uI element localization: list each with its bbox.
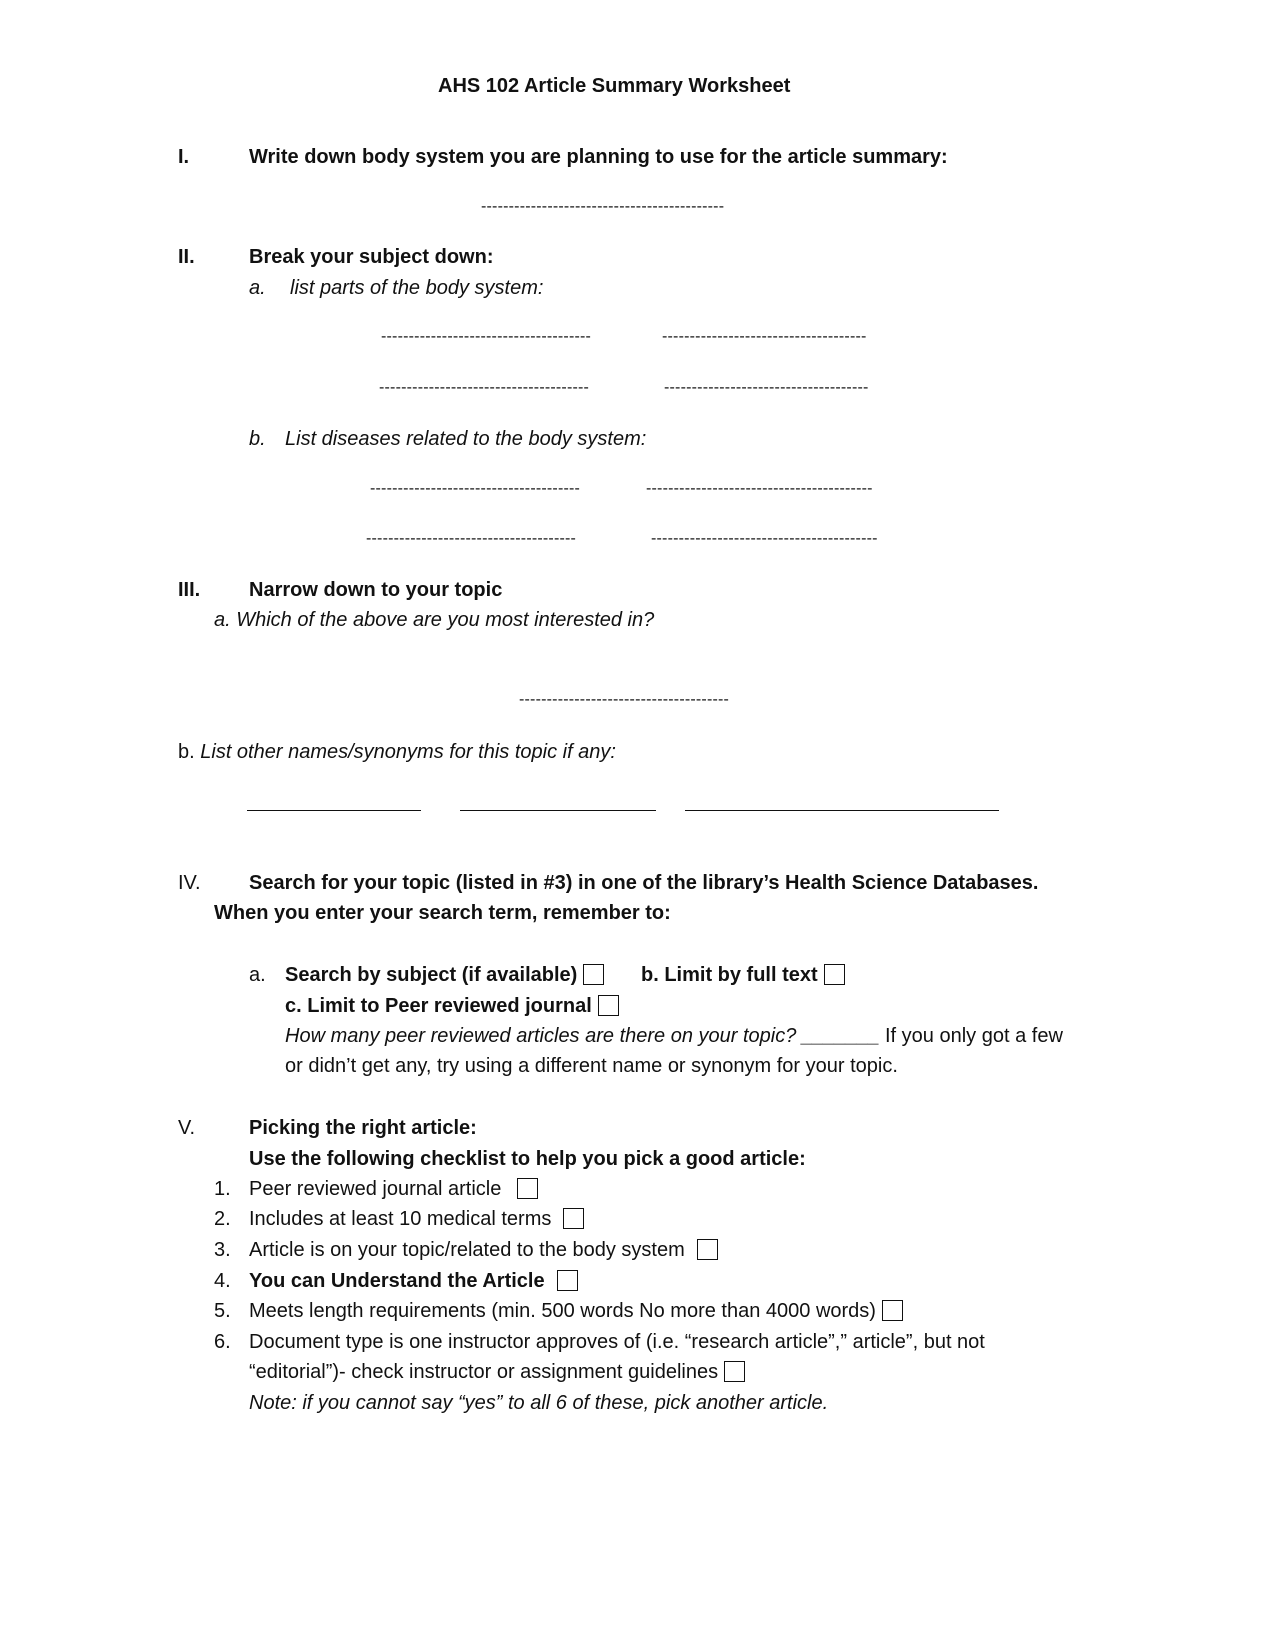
- section-1-number: I.: [178, 146, 190, 168]
- section-3-number: III.: [178, 579, 201, 601]
- checklist-item-label: Includes at least 10 medical terms: [249, 1208, 552, 1230]
- article-count-question: [285, 1024, 880, 1048]
- checklist-item-number: 4.: [214, 1270, 231, 1292]
- full-text-label: b. Limit by full text: [641, 964, 818, 986]
- full-text-option: [641, 963, 845, 987]
- section-2b-letter: b.: [249, 428, 266, 450]
- page-title: AHS 102 Article Summary Worksheet: [438, 75, 791, 97]
- body-part-answer-line[interactable]: -------------------------------------: [662, 328, 867, 345]
- synonym-answer-line[interactable]: [247, 810, 421, 811]
- checklist-item-label: “editorial”)- check instructor or assignment guidelines: [249, 1361, 719, 1383]
- checklist-checkbox[interactable]: [724, 1361, 745, 1382]
- checklist-item-label: You can Understand the Article: [249, 1270, 545, 1292]
- disease-answer-line[interactable]: -----------------------------------------: [646, 480, 873, 497]
- section-1-prompt: Write down body system you are planning to use for the article summary:: [249, 146, 948, 168]
- article-count-tip-cont: or didn’t get any, try using a different name or synonym for your topic.: [285, 1055, 898, 1077]
- checklist-checkbox[interactable]: [563, 1208, 584, 1229]
- full-text-checkbox[interactable]: [824, 964, 845, 985]
- section-2a-letter: a.: [249, 277, 266, 299]
- body-part-answer-line[interactable]: --------------------------------------: [379, 379, 590, 396]
- section-4a-letter: a.: [249, 964, 266, 986]
- checklist-item-number: 5.: [214, 1300, 231, 1322]
- section-5-number: V.: [178, 1117, 196, 1139]
- disease-answer-line[interactable]: --------------------------------------: [366, 530, 577, 547]
- section-4-heading: Search for your topic (listed in #3) in one of the library’s Health Science Databases.: [249, 872, 1039, 894]
- peer-reviewed-option: [285, 994, 619, 1018]
- checklist-item: [249, 1207, 584, 1231]
- checklist-item-cont: [249, 1360, 745, 1384]
- section-2b-prompt: List diseases related to the body system:: [285, 428, 647, 450]
- search-by-subject-option: [285, 963, 604, 987]
- section-2a-prompt: list parts of the body system:: [290, 277, 544, 299]
- section-2-heading: Break your subject down:: [249, 246, 494, 268]
- search-by-subject-label: Search by subject (if available): [285, 964, 578, 986]
- section-3b-text: List other names/synonyms for this topic if any:: [200, 741, 616, 763]
- disease-answer-line[interactable]: -----------------------------------------: [651, 530, 878, 547]
- checklist-item-label: Peer reviewed journal article: [249, 1178, 502, 1200]
- body-system-answer-line[interactable]: --------------------------------------------: [481, 198, 725, 215]
- checklist-checkbox[interactable]: [557, 1270, 578, 1291]
- checklist-checkbox[interactable]: [697, 1239, 718, 1260]
- checklist-item-number: 3.: [214, 1239, 231, 1261]
- checklist-item-number: 6.: [214, 1331, 231, 1353]
- checklist-item-number: 2.: [214, 1208, 231, 1230]
- checklist-item: [249, 1269, 578, 1293]
- topic-answer-line[interactable]: --------------------------------------: [519, 691, 730, 708]
- checklist-item-label: Meets length requirements (min. 500 words No more than 4000 words): [249, 1300, 876, 1322]
- section-3b-letter: b.: [178, 741, 201, 763]
- peer-reviewed-checkbox[interactable]: [598, 995, 619, 1016]
- synonym-answer-line[interactable]: [460, 810, 656, 811]
- checklist-note: Note: if you cannot say “yes” to all 6 of these, pick another article.: [249, 1392, 829, 1414]
- synonym-answer-line[interactable]: [685, 810, 999, 811]
- checklist-checkbox[interactable]: [517, 1178, 538, 1199]
- section-3a-prompt: a. Which of the above are you most interested in?: [214, 609, 655, 631]
- checklist-item: [249, 1238, 718, 1262]
- section-5-subheading: Use the following checklist to help you pick a good article:: [249, 1148, 806, 1170]
- checklist-checkbox[interactable]: [882, 1300, 903, 1321]
- checklist-item-number: 1.: [214, 1178, 231, 1200]
- section-4-heading-cont: When you enter your search term, remember to:: [214, 902, 671, 924]
- section-3-heading: Narrow down to your topic: [249, 579, 503, 601]
- checklist-item-label: Article is on your topic/related to the body system: [249, 1239, 685, 1261]
- section-2-number: II.: [178, 246, 195, 268]
- article-count-tip: If you only got a few: [885, 1025, 1063, 1047]
- article-count-prompt: How many peer reviewed articles are there on your topic? _______: [285, 1025, 880, 1047]
- section-4-number: IV.: [178, 872, 201, 894]
- body-part-answer-line[interactable]: -------------------------------------: [664, 379, 869, 396]
- search-by-subject-checkbox[interactable]: [583, 964, 604, 985]
- section-3b-prompt: [178, 740, 616, 764]
- body-part-answer-line[interactable]: --------------------------------------: [381, 328, 592, 345]
- checklist-item: [249, 1299, 903, 1323]
- section-5-heading: Picking the right article:: [249, 1117, 477, 1139]
- disease-answer-line[interactable]: --------------------------------------: [370, 480, 581, 497]
- checklist-item: [249, 1177, 538, 1201]
- peer-reviewed-label: c. Limit to Peer reviewed journal: [285, 995, 592, 1017]
- checklist-item: Document type is one instructor approves of (i.e. “research article”,” article”, but not: [249, 1331, 985, 1353]
